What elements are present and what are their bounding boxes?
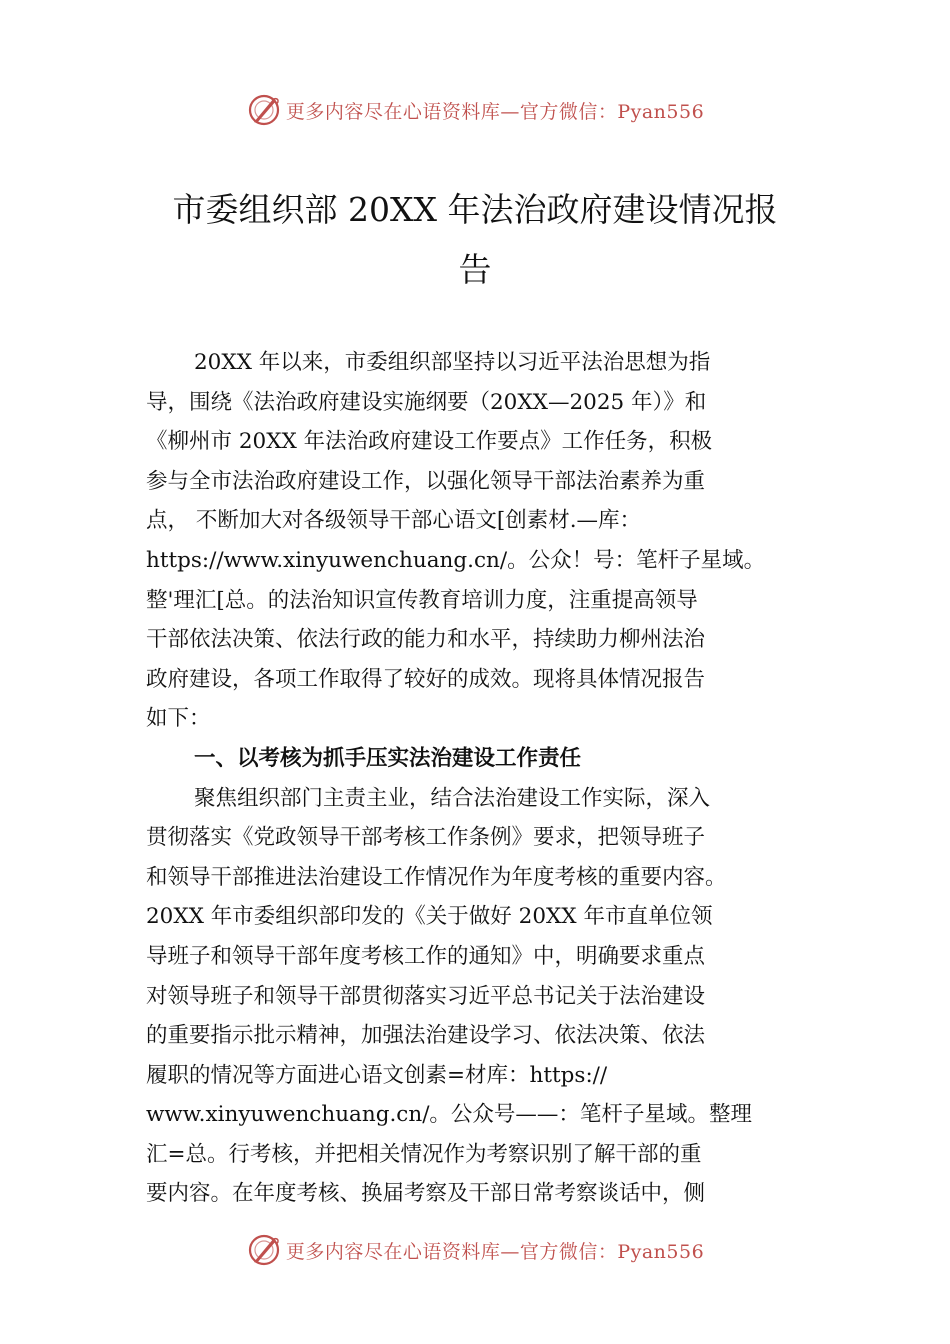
title-line-2: 告 [458, 250, 492, 289]
body-line: 参与全市法治政府建设工作，以强化领导干部法治素养为重 [146, 468, 706, 494]
body-line: 如下： [146, 706, 211, 732]
body-line: 的重要指示批示精神，加强法治建设学习、依法决策、依法 [146, 1023, 706, 1049]
body-line: 政府建设，各项工作取得了较好的成效。现将具体情况报告 [146, 666, 706, 692]
body-line: 汇=总。行考核，并把相关情况作为考察识别了解干部的重 [146, 1141, 702, 1167]
body-line: https://www.xinyuwenchuang.cn/。公众！号：笔杆子星域。 [146, 547, 766, 573]
header-banner [0, 92, 950, 128]
body-line: 贯彻落实《党政领导干部考核工作条例》要求，把领导班子 [146, 825, 706, 851]
document-title [130, 180, 820, 300]
body-line: 要内容。在年度考核、换届考察及干部日常考察谈话中，侧 [146, 1181, 706, 1207]
body-line: 对领导班子和领导干部贯彻落实习近平总书记关于法治建设 [146, 983, 706, 1009]
body-line: 履职的情况等方面进心语文创素=材库：https:// [146, 1062, 608, 1088]
body-line: www.xinyuwenchuang.cn/。公众号——：笔杆子星域。整理 [146, 1102, 752, 1128]
body-line: 导，围绕《法治政府建设实施纲要（20XX—2025 年）》和 [146, 389, 707, 415]
quill-logo-icon [246, 92, 282, 128]
body-line: 聚焦组织部门主责主业，结合法治建设工作实际，深入 [194, 785, 711, 811]
body-line: 20XX 年市委组织部印发的《关于做好 20XX 年市直单位领 [146, 904, 713, 930]
body-line: 干部依法决策、依法行政的能力和水平，持续助力柳州法治 [146, 627, 706, 653]
body-line: 导班子和领导干部年度考核工作的通知》中，明确要求重点 [146, 943, 706, 969]
section-heading: 一、以考核为抓手压实法治建设工作责任 [194, 745, 582, 771]
document-body [146, 343, 810, 1214]
body-line: 《柳州市 20XX 年法治政府建设工作要点》工作任务，积极 [146, 429, 713, 455]
body-line: 20XX 年以来，市委组织部坚持以习近平法治思想为指 [194, 350, 711, 375]
title-line-1: 市委组织部 20XX 年法治政府建设情况报 [172, 190, 778, 229]
body-line: 和领导干部推进法治建设工作情况作为年度考核的重要内容。 [146, 864, 727, 890]
quill-logo-icon [246, 1232, 282, 1268]
footer-banner [0, 1232, 950, 1268]
banner-text: 更多内容尽在心语资料库—官方微信：Pyan556 [285, 100, 705, 123]
banner-text: 更多内容尽在心语资料库—官方微信：Pyan556 [285, 1240, 705, 1263]
body-line: 点， 不断加大对各级领导干部心语文[创素材.—库： [146, 508, 642, 534]
body-line: 整'理汇[总。的法治知识宣传教育培训力度，注重提高领导 [146, 587, 698, 613]
